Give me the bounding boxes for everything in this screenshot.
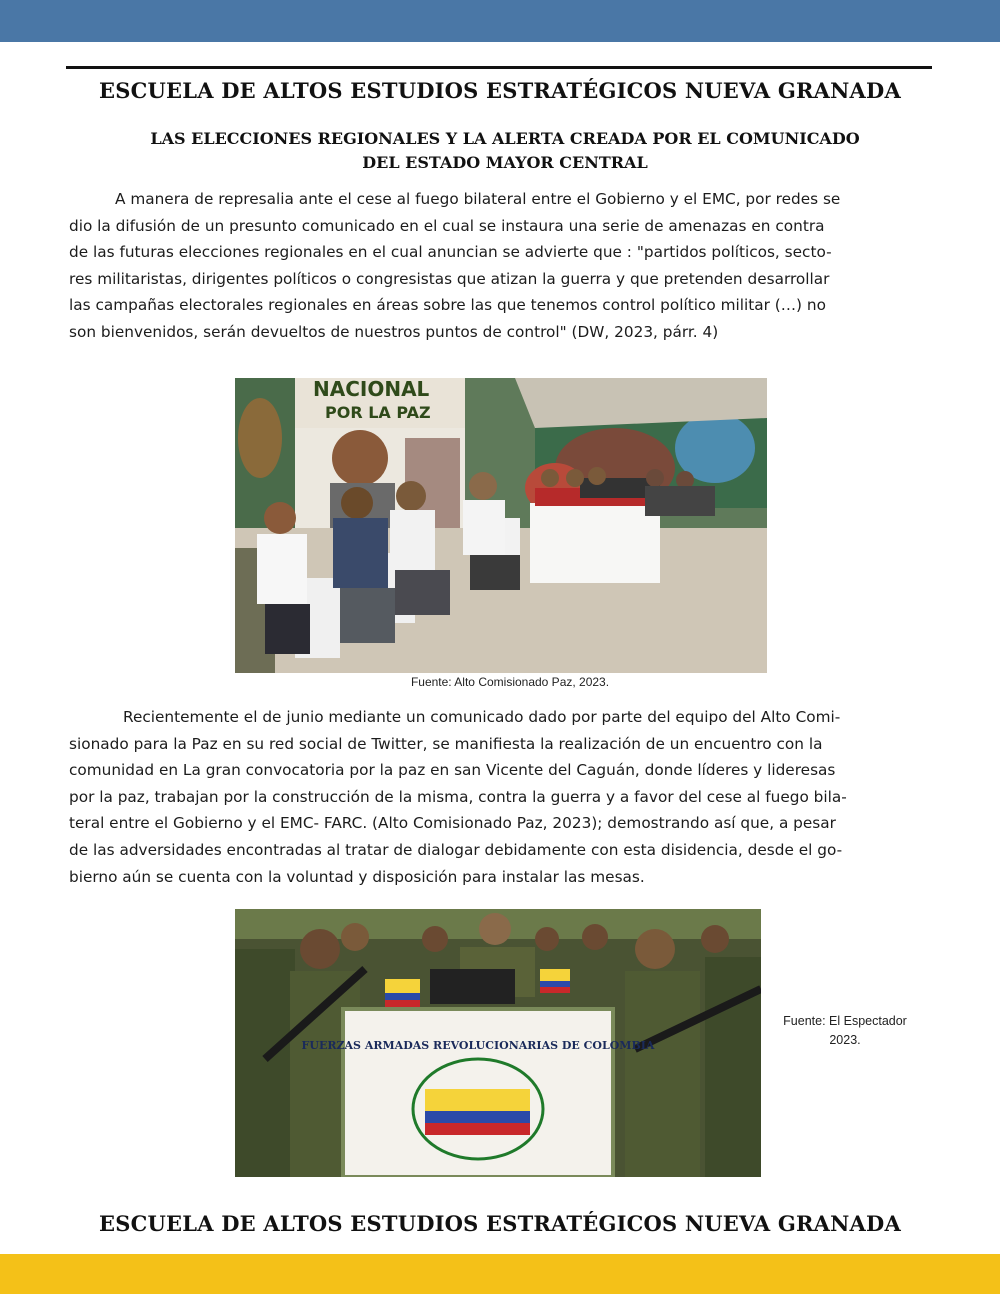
page-footer-title: ESCUELA DE ALTOS ESTUDIOS ESTRATÉGICOS NUEVA GRANADA — [99, 1211, 901, 1236]
paragraph-line: Recientemente el de junio mediante un comunicado dado por parte del equipo del Alto Comi- — [123, 708, 841, 726]
top-color-band — [0, 0, 1000, 42]
article-title — [100, 127, 910, 175]
paragraph-line: A manera de represalia ante el cese al fuego bilateral entre el Gobierno y el EMC, por redes se — [115, 190, 841, 208]
caption-line: 2023. — [829, 1033, 861, 1047]
page-header-title: ESCUELA DE ALTOS ESTUDIOS ESTRATÉGICOS NUEVA GRANADA — [99, 78, 901, 103]
article-title-line: DEL ESTADO MAYOR CENTRAL — [362, 153, 648, 172]
paragraph-line: sionado para la Paz en su red social de Twitter, se manifiesta la realización de un encuentro con la — [69, 734, 823, 753]
banner-text: NACIONAL — [313, 378, 430, 401]
photo-1-caption: Fuente: Alto Comisionado Paz, 2023. — [410, 675, 610, 689]
bottom-color-band — [0, 1254, 1000, 1294]
paragraph-line: comunidad en La gran convocatoria por la paz en san Vicente del Caguán, donde líderes y lideresas — [69, 761, 836, 780]
farc-banner-text: FUERZAS ARMADAS REVOLUCIONARIAS DE COLOMBIA — [301, 1039, 655, 1052]
paragraph-line: dio la difusión de un presunto comunicado en el cual se instaura una serie de amenazas en contra — [69, 216, 825, 235]
paragraph-line: de las futuras elecciones regionales en el cual anuncian se advierte que : "partidos políticos, secto- — [69, 243, 832, 262]
photo-2-caption — [770, 1012, 920, 1050]
paragraph-line: por la paz, trabajan por la construcción de la misma, contra la guerra y a favor del cese al fuego bila- — [69, 787, 847, 806]
paragraph-2 — [69, 704, 937, 890]
paragraph-line: de las adversidades encontradas al tratar de dialogar debidamente con esta disidencia, desde el go- — [69, 840, 843, 859]
paragraph-line: son bienvenidos, serán devueltos de nuestros puntos de control" (DW, 2023, párr. 4) — [69, 322, 719, 341]
photo-farc-dissidents — [235, 909, 761, 1177]
paragraph-line: las campañas electorales regionales en áreas sobre las que tenemos control político militar (…) no — [69, 296, 826, 315]
paragraph-1 — [69, 186, 937, 346]
caption-line: Fuente: El Espectador — [783, 1014, 907, 1028]
header-rule — [66, 66, 932, 69]
paragraph-line: teral entre el Gobierno y el EMC- FARC. (Alto Comisionado Paz, 2023); demostrando así que, a pesar — [69, 814, 836, 833]
article-title-line: LAS ELECCIONES REGIONALES Y LA ALERTA CREADA POR EL COMUNICADO — [150, 129, 860, 148]
banner-text: POR LA PAZ — [325, 403, 431, 422]
paragraph-line: res militaristas, dirigentes políticos o congresistas que atizan la guerra y que pretenden desarrollar — [69, 269, 830, 288]
photo-peace-meeting — [235, 378, 767, 673]
paragraph-line: bierno aún se cuenta con la voluntad y disposición para instalar las mesas. — [69, 867, 645, 886]
